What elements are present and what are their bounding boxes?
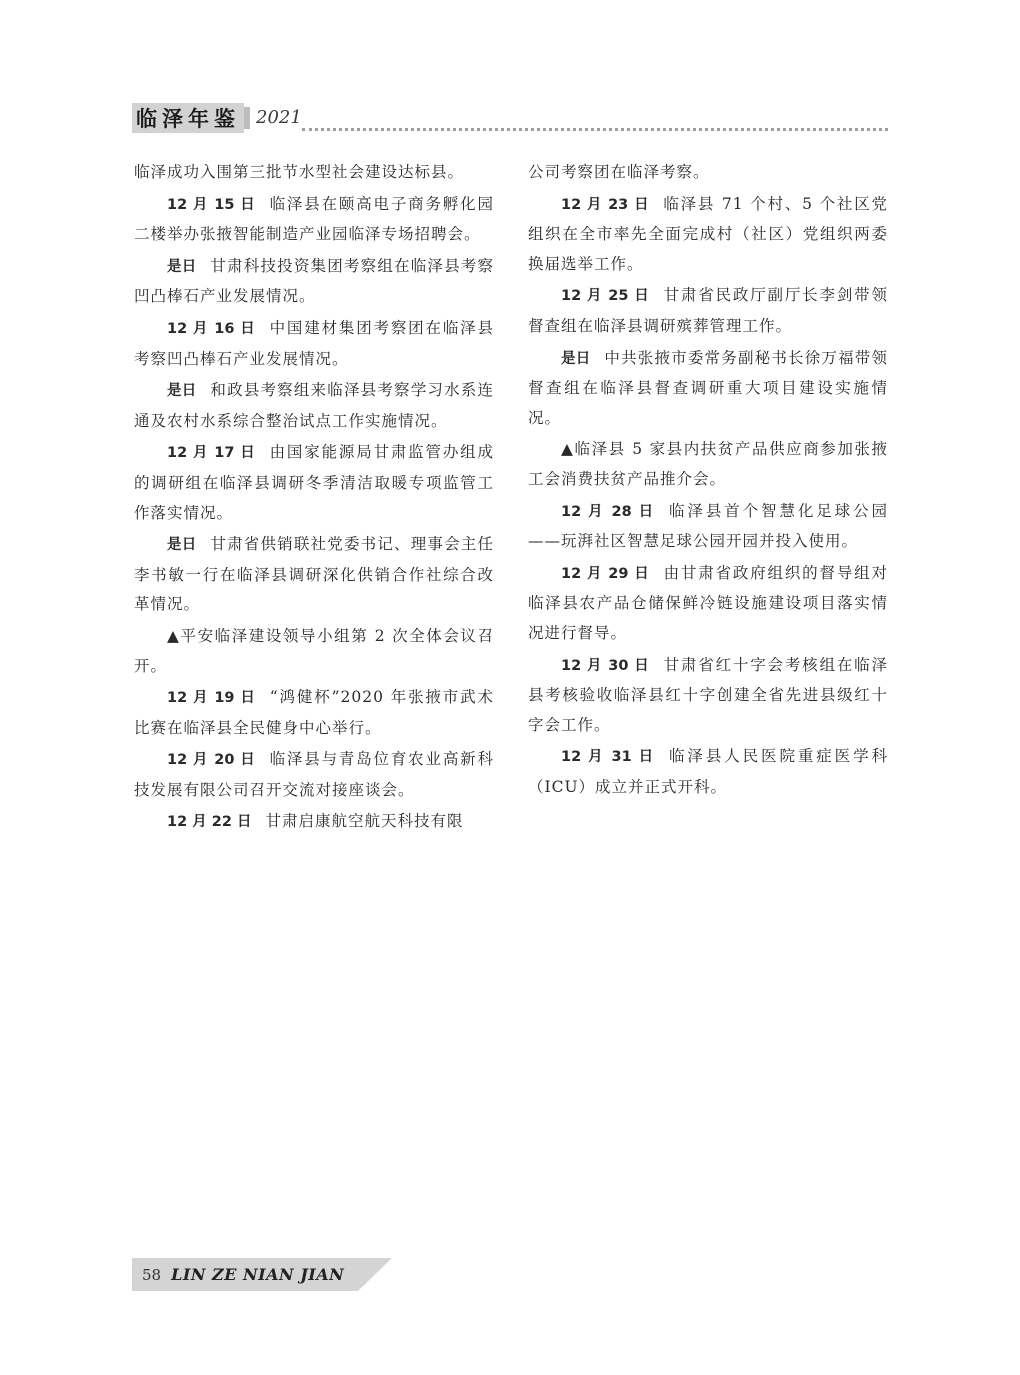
entry-text: 由国家能源局甘肃监管办组成的调研组在临泽县调研冬季清洁取暖专项监管工作落实情况。 <box>134 443 494 522</box>
entry-date: 12 月 29 日 <box>561 565 650 582</box>
yearbook-title: 临泽年鉴 <box>132 103 244 133</box>
entry-date: 是日 <box>167 258 197 275</box>
right-column <box>528 158 888 804</box>
entry-paragraph <box>134 683 494 743</box>
entry-paragraph <box>528 559 888 649</box>
entry-text: 临泽成功入围第三批节水型社会建设达标县。 <box>134 163 465 181</box>
entry-paragraph <box>528 344 888 434</box>
entry-text: 中共张掖市委常务副秘书长徐万福带领督查组在临泽县督查调研重大项目建设实施情况。 <box>528 348 888 427</box>
entry-date: 是日 <box>167 383 197 400</box>
footer-bar <box>132 1258 358 1291</box>
entry-text: ▲平安临泽建设领导小组第 2 次全体会议召开。 <box>134 626 494 675</box>
entry-text: 临泽县首个智慧化足球公园——玩湃社区智慧足球公园开园并投入使用。 <box>528 501 888 551</box>
page-number: 58 <box>142 1265 162 1284</box>
entry-text: 临泽县与青岛位育农业高新科技发展有限公司召开交流对接座谈会。 <box>134 750 494 799</box>
entry-date: 12 月 30 日 <box>561 657 650 674</box>
entry-text: 和政县考察组来临泽县考察学习水系连通及农村水系综合整治试点工作实施情况。 <box>134 381 494 430</box>
entry-date: 是日 <box>561 350 591 367</box>
entry-paragraph <box>134 158 494 188</box>
entry-paragraph <box>134 376 494 436</box>
entry-text: “鸿健杯”2020 年张掖市武术比赛在临泽县全民健身中心举行。 <box>134 688 494 737</box>
entry-date: 12 月 15 日 <box>167 196 256 213</box>
entry-text: 中国建材集团考察团在临泽县考察凹凸棒石产业发展情况。 <box>134 318 494 368</box>
entry-paragraph <box>134 807 494 838</box>
entry-date: 12 月 23 日 <box>561 196 650 213</box>
entry-paragraph <box>528 190 888 280</box>
entry-paragraph <box>528 435 888 494</box>
entry-paragraph <box>134 190 494 250</box>
footer-arrow <box>358 1258 392 1291</box>
entry-text: 甘肃启康航空航天科技有限 <box>265 812 464 831</box>
entry-paragraph <box>134 530 494 620</box>
entry-paragraph <box>134 622 494 681</box>
entry-text: ▲临泽县 5 家县内扶贫产品供应商参加张掖工会消费扶贫产品推介会。 <box>528 440 888 488</box>
entry-paragraph <box>134 745 494 805</box>
yearbook-year: 2021 <box>256 107 302 128</box>
entry-paragraph <box>528 497 888 557</box>
entry-date: 12 月 22 日 <box>167 814 252 831</box>
entry-date: 12 月 20 日 <box>167 752 256 769</box>
entry-text: 甘肃省供销联社党委书记、理事会主任李书敏一行在临泽县调研深化供销合作社综合改革情况。 <box>134 535 494 614</box>
entry-paragraph <box>528 158 888 188</box>
title-decoration <box>244 107 250 129</box>
entry-date: 12 月 17 日 <box>167 445 256 462</box>
entry-paragraph <box>528 742 888 802</box>
entry-text: 临泽县在颐高电子商务孵化园二楼举办张掖智能制造产业园临泽专场招聘会。 <box>134 194 494 244</box>
entry-date: 12 月 25 日 <box>561 288 650 305</box>
page-header <box>132 100 888 134</box>
entry-date: 12 月 19 日 <box>167 690 256 707</box>
entry-paragraph <box>134 314 494 374</box>
left-column <box>134 158 494 840</box>
entry-paragraph <box>134 252 494 312</box>
entry-date: 12 月 28 日 <box>561 503 656 520</box>
entry-text: 甘肃省红十字会考核组在临泽县考核验收临泽县红十字创建全省先进县级红十字会工作。 <box>528 655 888 734</box>
entry-text: 甘肃科技投资集团考察组在临泽县考察凹凸棒石产业发展情况。 <box>134 256 494 306</box>
entry-text: 甘肃省民政厅副厅长李剑带领督查组在临泽县调研殡葬管理工作。 <box>528 286 888 335</box>
entry-text: 公司考察团在临泽考察。 <box>528 163 710 181</box>
entry-paragraph <box>528 281 888 341</box>
entry-date: 12 月 31 日 <box>561 749 656 766</box>
header-dotted-rule <box>302 128 888 131</box>
entry-text: 临泽县人民医院重症医学科（ICU）成立并正式开科。 <box>528 747 888 796</box>
entry-date: 12 月 16 日 <box>167 320 256 337</box>
entry-text: 由甘肃省政府组织的督导组对临泽县农产品仓储保鲜冷链设施建设项目落实情况进行督导。 <box>528 563 888 642</box>
page-footer <box>132 1258 392 1291</box>
entry-date: 是日 <box>167 537 197 554</box>
entry-paragraph <box>134 438 494 528</box>
footer-title: LIN ZE NIAN JIAN <box>171 1265 345 1284</box>
entry-text: 临泽县 71 个村、5 个社区党组织在全市率先全面完成村（社区）党组织两委换届选举工作。 <box>528 194 888 273</box>
entry-paragraph <box>528 651 888 741</box>
